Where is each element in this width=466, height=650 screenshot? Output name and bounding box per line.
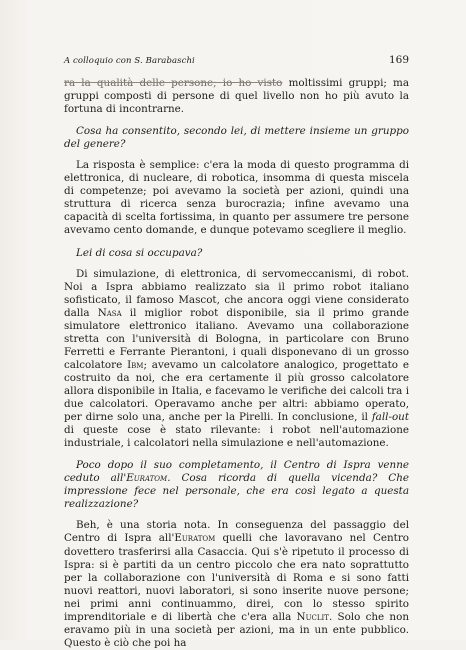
answer-2: [64, 268, 409, 451]
question-3-text: . Cosa ricorda di quella vicenda? Che impressione fece nel personale, che era così legato a questa realizzazione?: [64, 472, 409, 511]
page-body: [64, 77, 409, 650]
acronym-ibm: Ibm: [127, 358, 144, 371]
question-2: Lei di cosa si occupava?: [76, 246, 203, 259]
page-number: 169: [388, 54, 409, 66]
answer-2-text: il miglior robot disponibile, sia il primo grande simulatore elettronico italiano. Avevamo una collaborazione stretta con l'università di Bologna, in particolare con Bruno Ferretti e Ferrante Pierantoni, i quali disponevano di un grosso calcolatore: [64, 306, 409, 371]
answer-2-text: di queste cose è stato rilevante: i robot nell'automazione industriale, i calcolatori nella simulazione e nell'automazione.: [64, 424, 409, 450]
paragraph-text: moltissimi gruppi; ma gruppi composti di persone di quel livello non ho più avuto la fortuna di incontrarne.: [64, 77, 410, 116]
running-head: A colloquio con S. Barabaschi: [64, 56, 195, 66]
struck-text: ra la qualità delle persone; io ho visto: [64, 77, 283, 89]
question-3-text: Poco dopo il suo completamento, il Centro di Ispra venne ceduto all': [64, 459, 409, 485]
question-1: Cosa ha consentito, secondo lei, di mettere insieme un gruppo del genere?: [64, 125, 409, 151]
page-header: [64, 54, 409, 66]
acronym-euratom: Euratom: [174, 532, 216, 545]
acronym-nasa: Nasa: [97, 306, 122, 319]
acronym-euratom: Euratom: [126, 472, 168, 485]
answer-1: La risposta è semplice: c'era la moda di questo programma di elettronica, di nucleare, di robotica, insomma di questa miscela di competenze; poi avevamo la società per azioni, quindi una struttura di ricerca senza burocrazia; infine avevamo una capacità di scelta fortissima, in quanto per assumere tre persone avevamo cento domande, e dunque potevamo scegliere il meglio.: [64, 159, 409, 237]
question-3: [64, 459, 409, 511]
answer-3-text: Beh, è una storia nota. In conseguenza del passaggio del Centro di Ispra all': [64, 519, 409, 545]
answer-3-text: quelli che lavoravano nel Centro dovettero trasferirsi alla Casaccia. Qui s'è ripetuto il processo di Ispra: si è partiti da un centro piccolo che era nato soprattutto per la collaborazione con l'università di Roma e si sono fatti nuovi reattori, nuovi laboratori, si sono inserite nuove persone; nei primi anni continuammo, direi, con lo stesso spirito imprenditoriale e di libertà che c'era alla: [64, 532, 409, 623]
answer-3-text: . Solo che non eravamo più in una società per azioni, ma in un ente pubblico. Questo è ciò che poi ha: [64, 610, 409, 649]
answer-2-text: Di simulazione, di elettronica, di servomeccanismi, di robot. Noi a Ispra abbiamo realizzato sia il primo robot italiano sofisticato, il famoso Mascot, che ancora oggi viene considerato dalla: [64, 267, 409, 319]
answer-3: [64, 519, 409, 649]
acronym-nuclit: Nuclit: [296, 610, 329, 623]
answer-2-text: ; avevamo un calcolatore analogico, progettato e costruito da noi, che era certamente il più grosso calcolatore allora disponibile in Italia, e facevamo le verifiche dei calcoli tra i due calcolatori. Operavamo anche per altri: abbiamo operato, per dirne solo una, anche per la Pirelli. In conclusione, il: [64, 358, 409, 424]
term-fall-out: fall-out: [371, 411, 409, 424]
paragraph-continuation: [64, 77, 409, 116]
